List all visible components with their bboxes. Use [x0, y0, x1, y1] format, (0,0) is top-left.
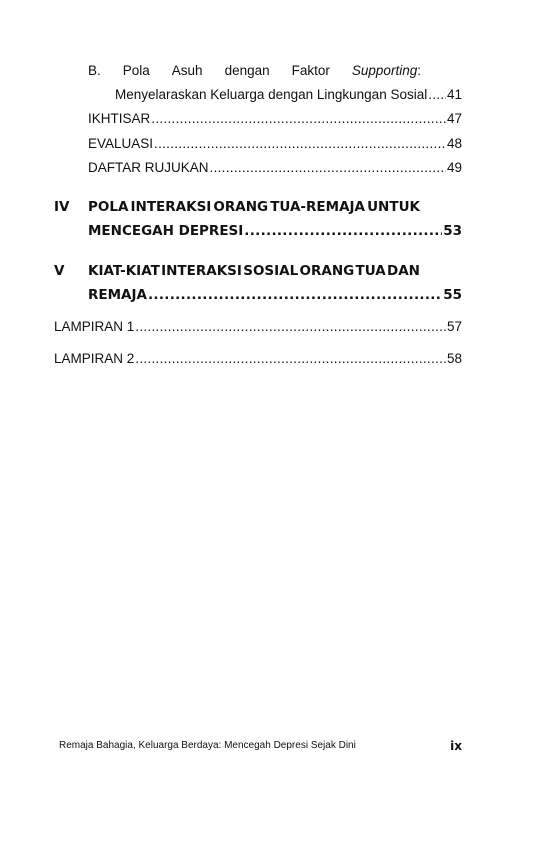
toc-entry-label: IKHTISAR [88, 111, 151, 126]
toc-entry-b-word: dengan [224, 63, 270, 78]
toc-leader-dots [244, 222, 442, 240]
chapter-title-word: TUA [355, 263, 386, 279]
footer-book-title: Remaja Bahagia, Keluarga Berdaya: Mencegah Depresi Sejak Dini [59, 740, 356, 751]
chapter-title-line2: MENCEGAH DEPRESI [88, 223, 244, 239]
toc-page-number: 47 [446, 111, 462, 126]
toc-chapter5-line2[interactable] [88, 286, 462, 304]
toc-page-number: 41 [446, 87, 462, 102]
toc-entry-b-italic-word: Supporting: [351, 63, 421, 78]
toc-page-number: 55 [443, 287, 462, 303]
toc-leader-dots [135, 318, 446, 336]
chapter-title-word: UNTUK [367, 199, 420, 215]
toc-page-number: 48 [446, 136, 462, 151]
chapter-title-word: INTERAKSI [161, 263, 242, 279]
footer-page-number: ix [450, 739, 462, 753]
chapter-number: V [54, 263, 65, 279]
toc-entry-lampiran-2[interactable] [54, 350, 462, 368]
toc-entry-b-letter: B. [88, 63, 101, 78]
chapter-title-word: POLA [88, 199, 129, 215]
toc-entry-b-line1 [88, 62, 421, 80]
toc-leader-dots [148, 286, 442, 304]
toc-entry-label: LAMPIRAN 2 [54, 351, 135, 366]
chapter-title-word: DAN [387, 263, 420, 279]
chapter-title-word: ORANG [299, 263, 355, 279]
chapter-title-word: ORANG [213, 199, 269, 215]
toc-leader-dots [151, 110, 446, 128]
toc-entry-daftar-rujukan[interactable] [88, 159, 462, 177]
toc-page-number: 57 [446, 319, 462, 334]
toc-entry-label: LAMPIRAN 1 [54, 319, 135, 334]
toc-leader-dots [210, 159, 446, 177]
chapter-title-word: TUA-REMAJA [270, 199, 365, 215]
chapter-title-word: INTERAKSI [130, 199, 212, 215]
toc-chapter4-line2[interactable] [88, 222, 462, 240]
toc-page-number: 49 [446, 160, 462, 175]
toc-entry-b-word: Pola [122, 63, 150, 78]
toc-entry-b-line2[interactable] [115, 86, 462, 104]
chapter-title-word: KIAT-KIAT [88, 263, 160, 279]
toc-leader-dots [154, 135, 446, 153]
toc-entry-b-word: Asuh [171, 63, 203, 78]
toc-entry-lampiran-1[interactable] [54, 318, 462, 336]
toc-entry-ikhtisar[interactable] [88, 110, 462, 128]
chapter-title-line2: REMAJA [88, 287, 147, 303]
toc-leader-dots [428, 86, 446, 104]
toc-chapter5-line1 [88, 262, 420, 280]
chapter-title-word: SOSIAL [243, 263, 299, 279]
toc-page-number: 58 [446, 351, 462, 366]
toc-entry-label: DAFTAR RUJUKAN [88, 160, 209, 175]
toc-entry-evaluasi[interactable] [88, 135, 462, 153]
toc-page-number: 53 [443, 223, 462, 239]
chapter-number: IV [54, 199, 70, 215]
toc-entry-b-word: Faktor [291, 63, 330, 78]
toc-entry-b-subtitle: Menyelaraskan Keluarga dengan Lingkungan Sosial [115, 87, 428, 102]
toc-chapter4-line1 [88, 198, 420, 216]
toc-leader-dots [135, 350, 446, 368]
toc-entry-label: EVALUASI [88, 136, 154, 151]
